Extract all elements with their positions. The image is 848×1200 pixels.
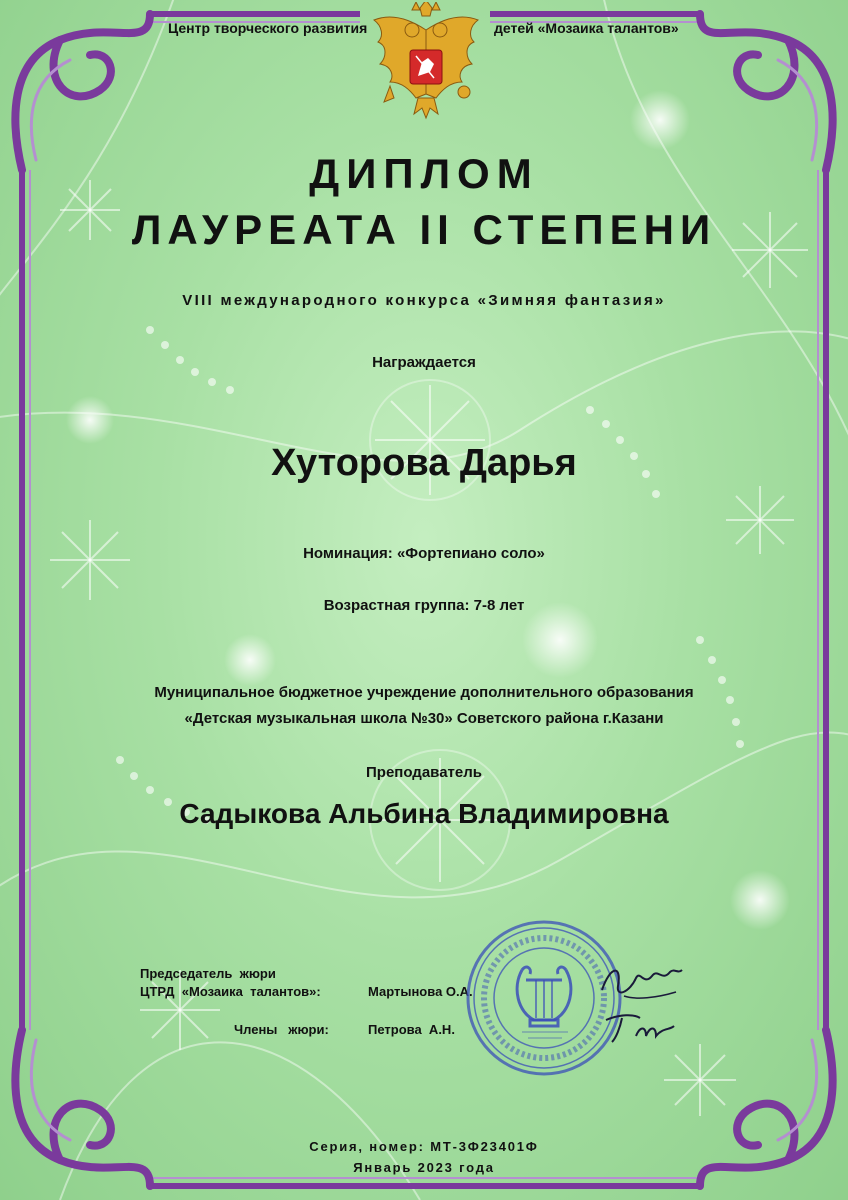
laureate-degree-title: ЛАУРЕАТА II СТЕПЕНИ xyxy=(131,206,717,253)
jury-member-signature xyxy=(600,1008,680,1048)
jury-chair-name: Мартынова О.А. xyxy=(368,984,473,999)
teacher-name: Садыкова Альбина Владимировна xyxy=(179,798,669,829)
jury-chair-label: Председатель жюри xyxy=(140,966,276,981)
nomination-text: Номинация: «Фортепиано соло» xyxy=(303,545,545,562)
chairman-signature xyxy=(596,956,686,1006)
organization-name-right: детей «Мозаика талантов» xyxy=(494,20,679,36)
teacher-label: Преподаватель xyxy=(366,764,482,781)
lyre-icon xyxy=(517,967,571,1026)
jury-members-label: Члены жюри: xyxy=(234,1022,329,1037)
awarded-label: Награждается xyxy=(372,354,476,371)
institution-line-1: Муниципальное бюджетное учреждение дополнительного образования xyxy=(154,684,694,701)
institution-line-2: «Детская музыкальная школа №30» Советского района г.Казани xyxy=(184,710,664,727)
jury-members-name: Петрова А.Н. xyxy=(368,1022,455,1037)
jury-chair-organization: ЦТРД «Мозаика талантов»: xyxy=(140,984,321,999)
age-group-text: Возрастная группа: 7-8 лет xyxy=(323,597,525,614)
diploma-title: ДИПЛОМ xyxy=(309,150,539,197)
issue-date: Январь 2023 года xyxy=(353,1160,495,1175)
contest-name: VIII международного конкурса «Зимняя фантазия» xyxy=(182,292,666,309)
recipient-name: Хуторова Дарья xyxy=(271,442,577,484)
russian-coat-of-arms-icon xyxy=(364,2,488,120)
organization-name-left: Центр творческого развития xyxy=(168,20,368,36)
series-number: Серия, номер: МТ-3Ф23401Ф xyxy=(309,1139,539,1154)
